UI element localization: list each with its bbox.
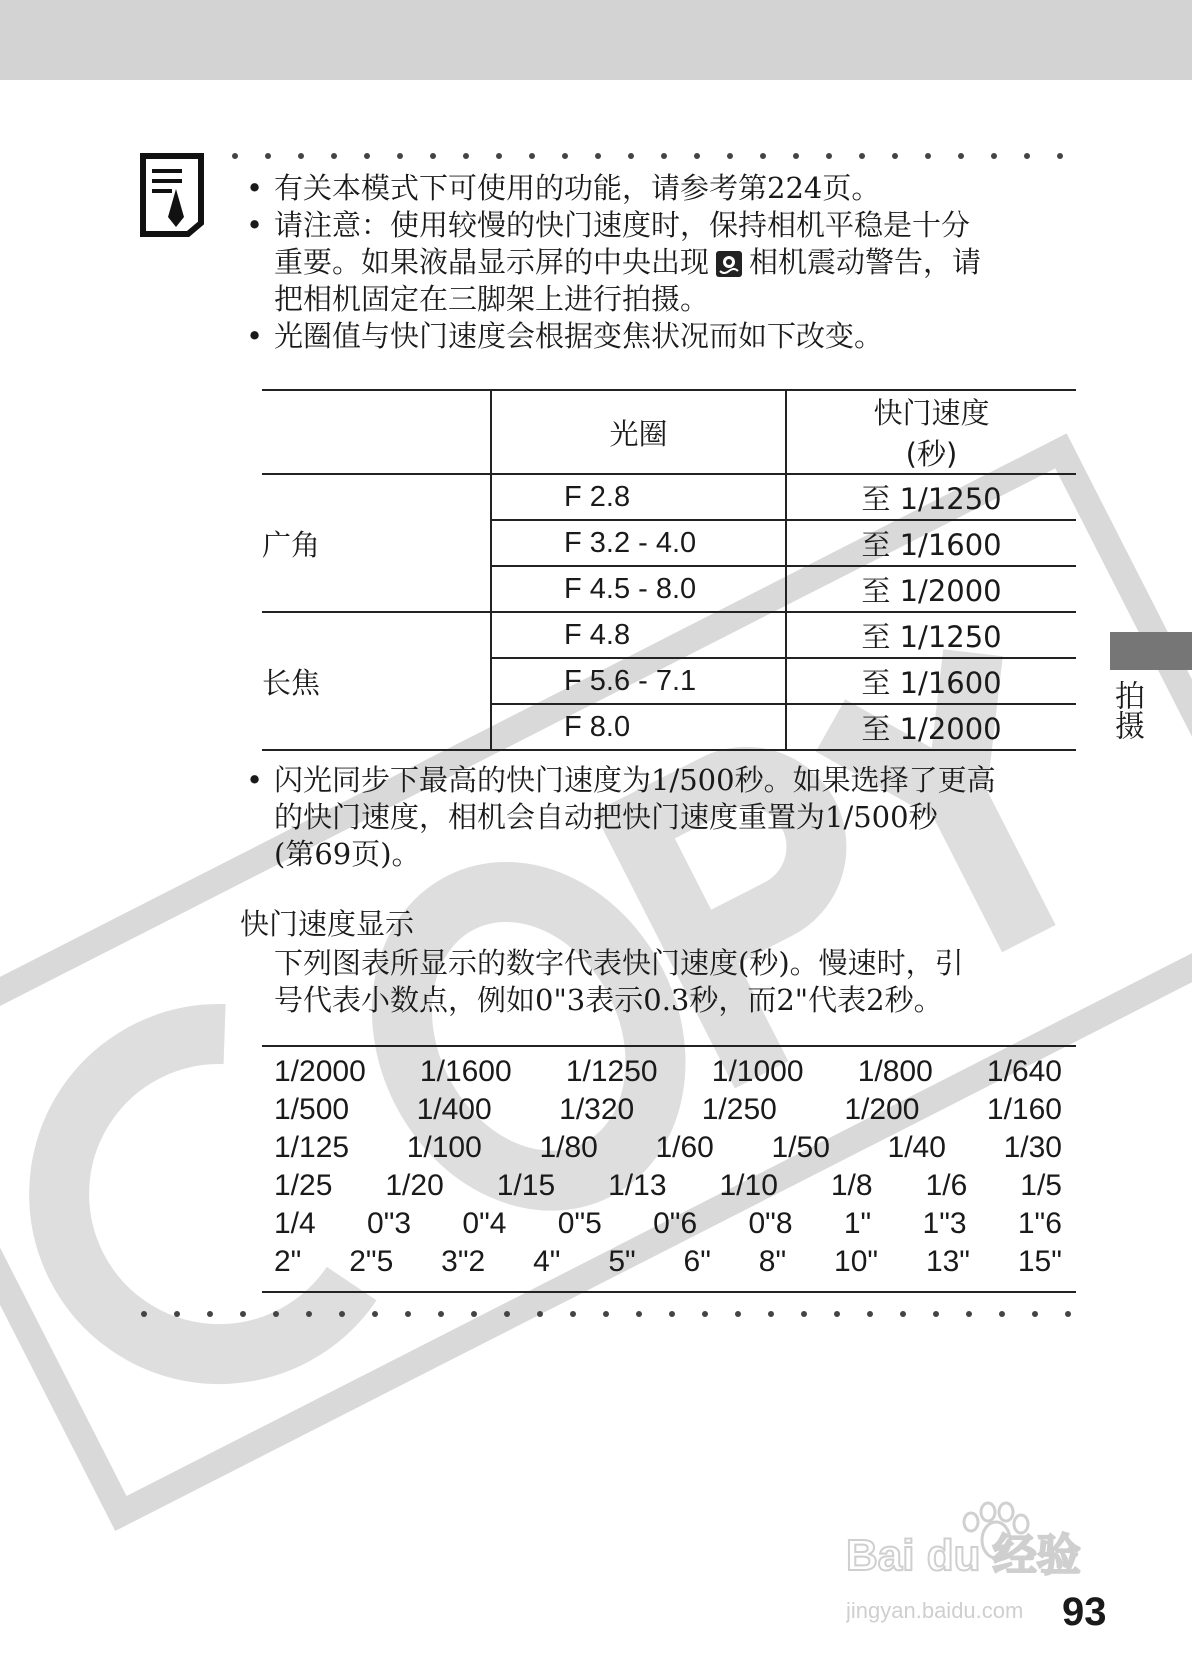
speed-value: 1/1600 xyxy=(419,1055,512,1088)
speed-value: 1/80 xyxy=(539,1131,598,1164)
speed-row xyxy=(262,1243,1076,1281)
aperture-cell: F 5.6 - 7.1 xyxy=(491,658,786,704)
aperture-cell: F 4.8 xyxy=(491,612,786,658)
flash-sync-note xyxy=(246,762,1076,873)
baidu-url: jingyan.baidu.com xyxy=(846,1598,1024,1623)
aperture-cell: F 2.8 xyxy=(491,474,786,520)
speed-value: 1/125 xyxy=(274,1131,350,1164)
speed-value: 1/500 xyxy=(274,1093,350,1126)
section-paragraph: 下列图表所显示的数字代表快门速度(秒)。慢速时，引 号代表小数点，例如0"3表示0.3秒，而2"代表2秒。 xyxy=(274,946,964,1017)
speed-value: 1/10 xyxy=(719,1169,778,1202)
speed-row xyxy=(262,1091,1076,1129)
speed-value: 1/100 xyxy=(406,1131,482,1164)
speed-value: 1/1250 xyxy=(565,1055,658,1088)
speed-row xyxy=(262,1205,1076,1243)
note-item: • 闪光同步下最高的快门速度为1/500秒。如果选择了更高 的快门速度，相机会自动把快门速度重置为1/500秒 (第69页)。 xyxy=(246,762,1076,873)
aperture-cell: F 3.2 - 4.0 xyxy=(491,520,786,566)
notes-list xyxy=(246,170,1076,355)
speed-value: 10" xyxy=(834,1245,879,1278)
top-dotted-rule xyxy=(140,150,1080,162)
speed-value: 8" xyxy=(758,1245,787,1278)
baidu-brand: Bai du 经验 xyxy=(846,1531,1081,1580)
speed-value: 1/200 xyxy=(844,1093,920,1126)
speed-value: 1/320 xyxy=(559,1093,635,1126)
aperture-cell: F 4.5 - 8.0 xyxy=(491,566,786,612)
memo-note-icon xyxy=(140,153,204,237)
top-gray-band xyxy=(0,0,1192,80)
speed-value: 2"5 xyxy=(349,1245,394,1278)
speed-value: 0"5 xyxy=(557,1207,602,1240)
speed-value: 1/60 xyxy=(655,1131,714,1164)
section-heading: 快门速度显示 xyxy=(240,907,415,941)
speed-value: 0"3 xyxy=(367,1207,412,1240)
header-shutter: 快门速度 (秒) xyxy=(786,390,1076,474)
speed-value: 1/640 xyxy=(986,1055,1062,1088)
speed-value: 0"8 xyxy=(748,1207,793,1240)
speed-value: 1/160 xyxy=(986,1093,1062,1126)
zoom-label-tele: 长焦 xyxy=(262,612,491,750)
speed-value: 1/25 xyxy=(274,1169,333,1202)
speed-value: 1/15 xyxy=(496,1169,556,1202)
speed-value: 0"4 xyxy=(462,1207,507,1240)
speed-value: 1/5 xyxy=(1020,1169,1062,1202)
note-item: • 有关本模式下可使用的功能，请参考第224页。 xyxy=(246,170,1076,207)
speed-value: 1/50 xyxy=(771,1131,830,1164)
camera-shake-warning-icon xyxy=(715,250,743,278)
header-aperture: 光圈 xyxy=(491,390,786,474)
speed-value: 1"3 xyxy=(922,1207,967,1240)
speed-value: 6" xyxy=(683,1245,711,1278)
zoom-label-wide: 广角 xyxy=(262,474,491,612)
header-empty-cell xyxy=(262,390,491,474)
speed-value: 1/8 xyxy=(830,1169,873,1202)
speed-value: 1/400 xyxy=(416,1093,492,1126)
shutter-cell: 至 1/1250 xyxy=(786,612,1076,658)
note-item: • 请注意：使用较慢的快门速度时，保持相机平稳是十分 重要。如果液晶显示屏的中央出现 相机震动警告，请 把相机固定在三脚架上进行拍摄。 xyxy=(246,207,1076,318)
speed-value: 1/800 xyxy=(857,1055,933,1088)
speed-value: 1/40 xyxy=(887,1131,946,1164)
speed-value: 1/4 xyxy=(274,1207,316,1240)
shutter-cell: 至 1/1250 xyxy=(786,474,1076,520)
speed-value: 15" xyxy=(1017,1245,1062,1278)
table-header-row xyxy=(262,390,1076,474)
speed-row xyxy=(262,1053,1076,1091)
speed-value: 1/1000 xyxy=(711,1055,804,1088)
speed-row xyxy=(262,1167,1076,1205)
speed-value: 1/13 xyxy=(608,1169,667,1202)
chapter-label: 拍摄 xyxy=(1109,680,1144,740)
speed-value: 1/6 xyxy=(925,1169,968,1202)
speed-value: 4" xyxy=(533,1245,561,1278)
table-row xyxy=(262,474,1076,520)
bottom-dotted-rule xyxy=(140,1308,1080,1320)
page-number: 93 xyxy=(1062,1590,1107,1634)
aperture-shutter-table xyxy=(262,389,1076,751)
speed-value: 1/20 xyxy=(385,1169,444,1202)
chapter-tab-marker xyxy=(1110,632,1192,670)
note-item: • 光圈值与快门速度会根据变焦状况而如下改变。 xyxy=(246,318,1076,355)
shutter-cell: 至 1/2000 xyxy=(786,566,1076,612)
aperture-cell: F 8.0 xyxy=(491,704,786,750)
shutter-cell: 至 1/2000 xyxy=(786,704,1076,750)
speed-value: 5" xyxy=(608,1245,636,1278)
speed-value: 1/30 xyxy=(1003,1131,1062,1164)
speed-value: 0"6 xyxy=(653,1207,698,1240)
speed-value: 2" xyxy=(274,1245,302,1278)
shutter-cell: 至 1/1600 xyxy=(786,520,1076,566)
speed-value: 13" xyxy=(925,1245,970,1278)
shutter-cell: 至 1/1600 xyxy=(786,658,1076,704)
speed-value: 1"6 xyxy=(1017,1207,1062,1240)
speed-value: 3"2 xyxy=(441,1245,486,1278)
speed-value: 1/250 xyxy=(701,1093,777,1126)
speed-value: 1" xyxy=(843,1207,872,1240)
speed-value: 1/2000 xyxy=(274,1055,366,1088)
shutter-speed-list xyxy=(262,1045,1076,1293)
speed-row xyxy=(262,1129,1076,1167)
table-row xyxy=(262,612,1076,658)
